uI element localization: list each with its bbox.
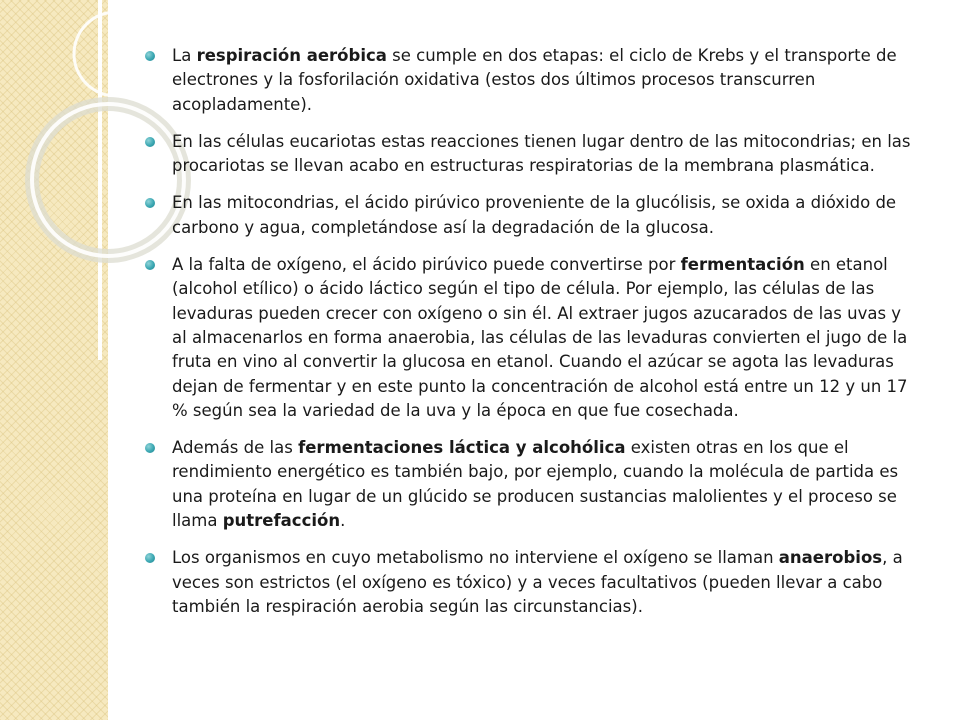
bullet-bold-term: fermentación xyxy=(680,255,805,275)
bullet-text: se cumple en dos etapas: el ciclo de Krebs y el transporte de electrones y la fosforilación oxidativa (estos dos últimos procesos transcurren acopladamente). xyxy=(172,46,897,114)
bullet-text: existen otras en los que el rendimiento energético es también bajo, por ejemplo, cuando la molécula de partida es una proteína en lugar de un glúcido se producen sustancias malolientes y el proceso se llama xyxy=(172,438,899,531)
bullet-item-fermentation xyxy=(140,253,915,423)
bullet-text: La xyxy=(172,46,197,65)
content-area xyxy=(140,44,915,632)
bullet-text: A la falta de oxígeno, el ácido pirúvico puede convertirse por xyxy=(172,255,681,275)
bullet-item-mitochondria xyxy=(140,191,915,240)
bullet-list xyxy=(140,44,915,619)
bullet-dot-icon xyxy=(145,51,155,61)
bullet-bold-term: respiración aeróbica xyxy=(196,46,387,65)
bullet-item-aerobic-respiration xyxy=(140,44,915,117)
bullet-text: En las mitocondrias, el ácido pirúvico proveniente de la glucólisis, se oxida a dióxido de carbono y agua, completándose así la degradación de la glucosa. xyxy=(172,193,897,237)
bullet-item-eukaryotic-cells xyxy=(140,130,915,179)
bullet-text: En las células eucariotas estas reacciones tienen lugar dentro de las mitocondrias; en las procariotas se llevan acabo en estructuras respiratorias de la membrana plasmática. xyxy=(172,131,911,176)
bullet-text: en etanol (alcohol etílico) o ácido láctico según el tipo de célula. Por ejemplo, las células de las levaduras pueden crecer con oxígeno o sin él. Al extraer jugos azucarados de las uvas y al almacenarlos en forma anaerobia, las células de las levaduras convierten el jugo de la fruta en vino al convertir la glucosa en etanol. Cuando el azúcar se agota las levaduras dejan de fermentar y en este punto la concentración de alcohol está entre un 12 y un 17 % según sea la variedad de la uva y la época en que fue cosechada. xyxy=(172,255,908,420)
bullet-text: . xyxy=(340,511,346,531)
bullet-text: Además de las xyxy=(172,438,299,458)
bullet-bold-term: putrefacción xyxy=(222,511,341,531)
bullet-bold-term: fermentaciones láctica y alcohólica xyxy=(298,438,626,458)
bullet-text: Los organismos en cuyo metabolismo no interviene el oxígeno se llaman xyxy=(172,548,779,568)
bullet-dot-icon xyxy=(145,260,155,270)
bullet-bold-term: anaerobios xyxy=(778,548,883,568)
bullet-text: , a veces son estrictos (el oxígeno es tóxico) y a veces facultativos (pueden llevar a cabo también la respiración aerobia según las circunstancias). xyxy=(172,548,903,616)
bullet-dot-icon xyxy=(145,137,155,147)
bullet-dot-icon xyxy=(145,553,155,563)
bullet-item-anaerobic-organisms xyxy=(140,546,915,619)
bullet-dot-icon xyxy=(145,198,155,208)
bullet-item-other-fermentations xyxy=(140,436,915,533)
bullet-dot-icon xyxy=(145,443,155,453)
